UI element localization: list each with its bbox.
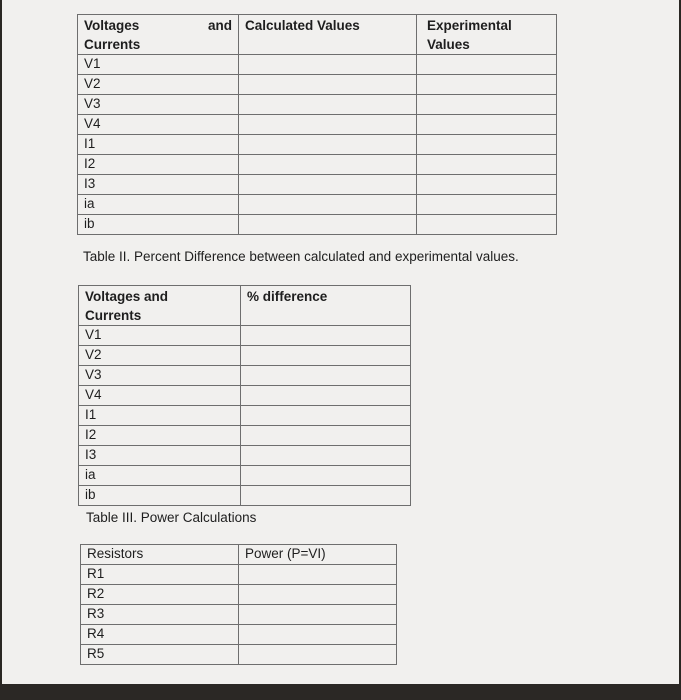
- table-row: [79, 446, 411, 466]
- table-voltages-currents: [77, 14, 557, 235]
- header-voltages-label: Voltages: [84, 18, 140, 33]
- table-row: [78, 95, 557, 115]
- row-label: ia: [79, 466, 241, 486]
- table-power-calculations: [80, 544, 397, 665]
- power-cell[interactable]: [239, 625, 397, 645]
- power-cell[interactable]: [239, 585, 397, 605]
- calculated-cell[interactable]: [239, 55, 417, 75]
- row-label: V4: [79, 386, 241, 406]
- table-row: [79, 486, 411, 506]
- table-row: [79, 406, 411, 426]
- row-label: V1: [79, 326, 241, 346]
- row-label: R3: [81, 605, 239, 625]
- row-label: I1: [79, 406, 241, 426]
- table-row: [81, 565, 397, 585]
- row-label: R2: [81, 585, 239, 605]
- experimental-cell[interactable]: [417, 215, 557, 235]
- header-resistors: Resistors: [81, 545, 239, 565]
- table-row: [78, 55, 557, 75]
- percent-cell[interactable]: [241, 426, 411, 446]
- percent-cell[interactable]: [241, 386, 411, 406]
- calculated-cell[interactable]: [239, 215, 417, 235]
- table-row: [79, 426, 411, 446]
- header-experimental-values: Experimental Values: [417, 15, 557, 55]
- table-row: [78, 75, 557, 95]
- header-voltages-currents: [78, 15, 239, 55]
- percent-cell[interactable]: [241, 326, 411, 346]
- row-label: ib: [78, 215, 239, 235]
- row-label: I3: [79, 446, 241, 466]
- percent-cell[interactable]: [241, 446, 411, 466]
- power-cell[interactable]: [239, 605, 397, 625]
- experimental-cell[interactable]: [417, 135, 557, 155]
- header-and-label: and: [207, 18, 232, 33]
- percent-cell[interactable]: [241, 466, 411, 486]
- table-header-row: [81, 545, 397, 565]
- table-header-row: [78, 15, 557, 55]
- power-cell[interactable]: [239, 565, 397, 585]
- experimental-cell[interactable]: [417, 55, 557, 75]
- table-row: [78, 155, 557, 175]
- table-row: [81, 625, 397, 645]
- calculated-cell[interactable]: [239, 95, 417, 115]
- percent-cell[interactable]: [241, 486, 411, 506]
- experimental-cell[interactable]: [417, 95, 557, 115]
- table-row: [79, 346, 411, 366]
- experimental-cell[interactable]: [417, 175, 557, 195]
- table-row: [78, 115, 557, 135]
- table-row: [81, 585, 397, 605]
- table-header-row: [79, 286, 411, 326]
- calculated-cell[interactable]: [239, 175, 417, 195]
- row-label: R5: [81, 645, 239, 665]
- row-label: R4: [81, 625, 239, 645]
- table-ii-caption: Table II. Percent Difference between calculated and experimental values.: [83, 249, 519, 264]
- table-row: [78, 135, 557, 155]
- table-percent-difference: [78, 285, 411, 506]
- row-label: V2: [78, 75, 239, 95]
- table-iii-caption: Table III. Power Calculations: [86, 510, 257, 525]
- table-row: [79, 386, 411, 406]
- table-row: [79, 326, 411, 346]
- row-label: I3: [78, 175, 239, 195]
- experimental-cell[interactable]: [417, 195, 557, 215]
- calculated-cell[interactable]: [239, 115, 417, 135]
- row-label: R1: [81, 565, 239, 585]
- experimental-cell[interactable]: [417, 75, 557, 95]
- header-calculated-values: Calculated Values: [239, 15, 417, 55]
- table-row: [79, 366, 411, 386]
- row-label: I1: [78, 135, 239, 155]
- calculated-cell[interactable]: [239, 195, 417, 215]
- header-percent-difference: % difference: [241, 286, 411, 326]
- table-row: [81, 645, 397, 665]
- table-row: [79, 466, 411, 486]
- row-label: V3: [79, 366, 241, 386]
- experimental-cell[interactable]: [417, 115, 557, 135]
- power-cell[interactable]: [239, 645, 397, 665]
- row-label: V1: [78, 55, 239, 75]
- table-row: [78, 215, 557, 235]
- experimental-cell[interactable]: [417, 155, 557, 175]
- calculated-cell[interactable]: [239, 155, 417, 175]
- header-currents-label: Currents: [84, 37, 141, 52]
- bottom-shadow: [0, 684, 681, 700]
- percent-cell[interactable]: [241, 346, 411, 366]
- row-label: V3: [78, 95, 239, 115]
- row-label: V2: [79, 346, 241, 366]
- header-power: Power (P=VI): [239, 545, 397, 565]
- row-label: I2: [78, 155, 239, 175]
- table-row: [78, 195, 557, 215]
- table-row: [81, 605, 397, 625]
- row-label: I2: [79, 426, 241, 446]
- header-voltages-currents: Voltages and Currents: [79, 286, 241, 326]
- row-label: ib: [79, 486, 241, 506]
- table-row: [78, 175, 557, 195]
- percent-cell[interactable]: [241, 366, 411, 386]
- row-label: V4: [78, 115, 239, 135]
- calculated-cell[interactable]: [239, 135, 417, 155]
- row-label: ia: [78, 195, 239, 215]
- percent-cell[interactable]: [241, 406, 411, 426]
- calculated-cell[interactable]: [239, 75, 417, 95]
